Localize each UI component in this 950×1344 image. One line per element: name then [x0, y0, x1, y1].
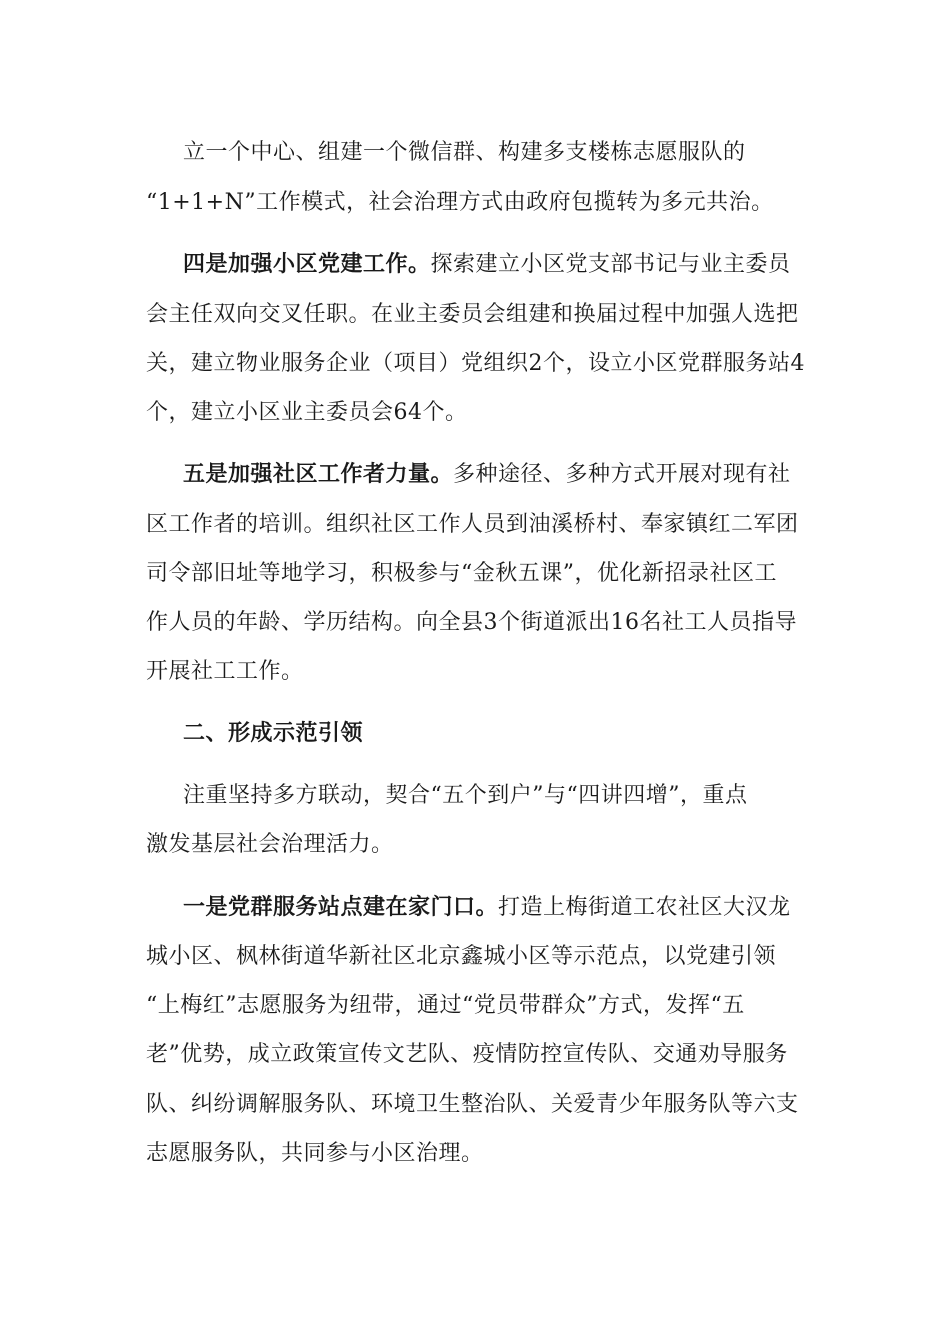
para4-line1: 注重坚持多方联动，契合“五个到户”与“四讲四增”，重点 [183, 783, 748, 808]
para3-line1-rest: 多种途径、多种方式开展对现有社 [453, 462, 791, 487]
para2-lead: 四是加强小区党建工作。 [183, 252, 431, 277]
para5-line1-rest: 打造上梅街道工农社区大汉龙 [498, 895, 791, 920]
para2-line3: 关，建立物业服务企业（项目）党组织2个，设立小区党群服务站4 [146, 351, 805, 376]
para5-line1 [183, 893, 791, 923]
para3-lead: 五是加强社区工作者力量。 [183, 462, 454, 487]
para1-line2: “1+1+N”工作模式，社会治理方式由政府包揽转为多元共治。 [146, 190, 774, 215]
para3-line1 [183, 460, 791, 490]
para3-line5: 开展社工工作。 [146, 659, 304, 684]
para5-line6: 志愿服务队，共同参与小区治理。 [146, 1141, 484, 1166]
para3-line2: 区工作者的培训。组织社区工作人员到油溪桥村、奉家镇红二军团 [146, 512, 799, 537]
para1-line1: 立一个中心、组建一个微信群、构建多支楼栋志愿服队的 [183, 140, 746, 165]
para4-line2: 激发基层社会治理活力。 [146, 832, 394, 857]
para2-line1-rest: 探索建立小区党支部书记与业主委员 [430, 252, 791, 277]
para5-line4: 老”优势，成立政策宣传文艺队、疫情防控宣传队、交通劝导服务 [146, 1042, 788, 1067]
para3-line4: 作人员的年龄、学历结构。向全县3个街道派出16名社工人员指导 [146, 610, 797, 635]
para3-line3: 司令部旧址等地学习，积极参与“金秋五课”，优化新招录社区工 [146, 561, 777, 586]
section-heading: 二、形成示范引领 [183, 721, 364, 746]
para5-line2: 城小区、枫林街道华新社区北京鑫城小区等示范点，以党建引领 [146, 944, 777, 969]
para5-lead: 一是党群服务站点建在家门口。 [183, 895, 499, 920]
para5-line3: “上梅红”志愿服务为纽带，通过“党员带群众”方式，发挥“五 [146, 993, 745, 1018]
para5-line5: 队、纠纷调解服务队、环境卫生整治队、关爱青少年服务队等六支 [146, 1092, 799, 1117]
para2-line2: 会主任双向交叉任职。在业主委员会组建和换届过程中加强人选把 [146, 302, 799, 327]
para2-line1 [183, 250, 791, 280]
para2-line4: 个，建立小区业主委员会64个。 [146, 400, 468, 425]
